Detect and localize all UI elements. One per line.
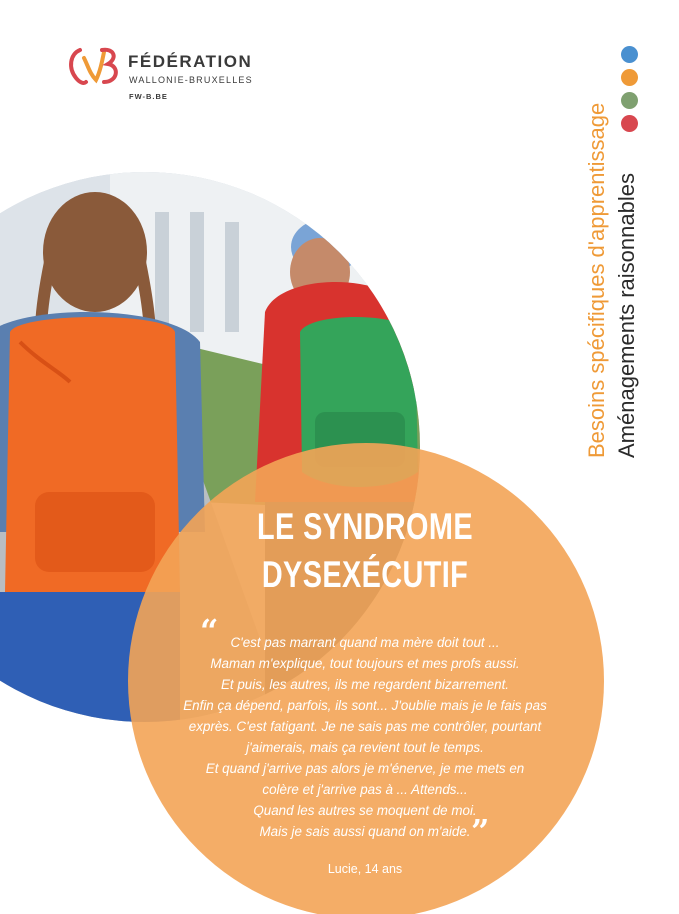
quote-line: C'est pas marrant quand ma mère doit tout ... <box>230 635 500 650</box>
quote-line: Et quand j'arrive pas alors je m'énerve, je me mets en <box>205 761 525 776</box>
title-line-1: LE SYNDROME <box>257 506 473 547</box>
series-subtitle: Aménagements raisonnables <box>614 173 639 458</box>
green-dot <box>621 92 638 109</box>
testimony-quote <box>150 632 580 842</box>
quote-line: Mais je sais aussi quand on m'aide. <box>259 824 471 839</box>
orange-dot <box>621 69 638 86</box>
quote-line: colère et j'arrive pas à ... Attends... <box>262 782 468 797</box>
federation-logo <box>66 42 266 112</box>
close-quote-mark: ” <box>471 812 490 850</box>
logo-subtitle: WALLONIE-BRUXELLES <box>129 75 253 85</box>
color-dots <box>620 46 640 136</box>
series-title: Besoins spécifiques d'apprentissage <box>584 102 609 458</box>
main-title <box>248 503 482 599</box>
open-quote-mark: “ <box>200 612 219 650</box>
title-line-2: DYSEXÉCUTIF <box>261 554 469 595</box>
logo-title: FÉDÉRATION <box>128 52 253 71</box>
red-dot <box>621 115 638 132</box>
fwb-logo-mark <box>66 44 122 88</box>
quote-line: exprès. C'est fatigant. Je ne sais pas me contrôler, pourtant <box>188 719 542 734</box>
quote-line: j'aimerais, mais ça revient tout le temps. <box>246 740 484 755</box>
quote-line: Maman m'explique, tout toujours et mes profs aussi. <box>210 656 520 671</box>
logo-url: FW-B.BE <box>129 92 168 101</box>
quote-line: Enfin ça dépend, parfois, ils sont... J'oublie mais je le fais pas <box>183 698 547 713</box>
quote-line: Et puis, les autres, ils me regardent bizarrement. <box>220 677 510 692</box>
quote-line: Quand les autres se moquent de moi. <box>253 803 477 818</box>
blue-dot <box>621 46 638 63</box>
quote-author: Lucie, 14 ans <box>327 862 403 876</box>
